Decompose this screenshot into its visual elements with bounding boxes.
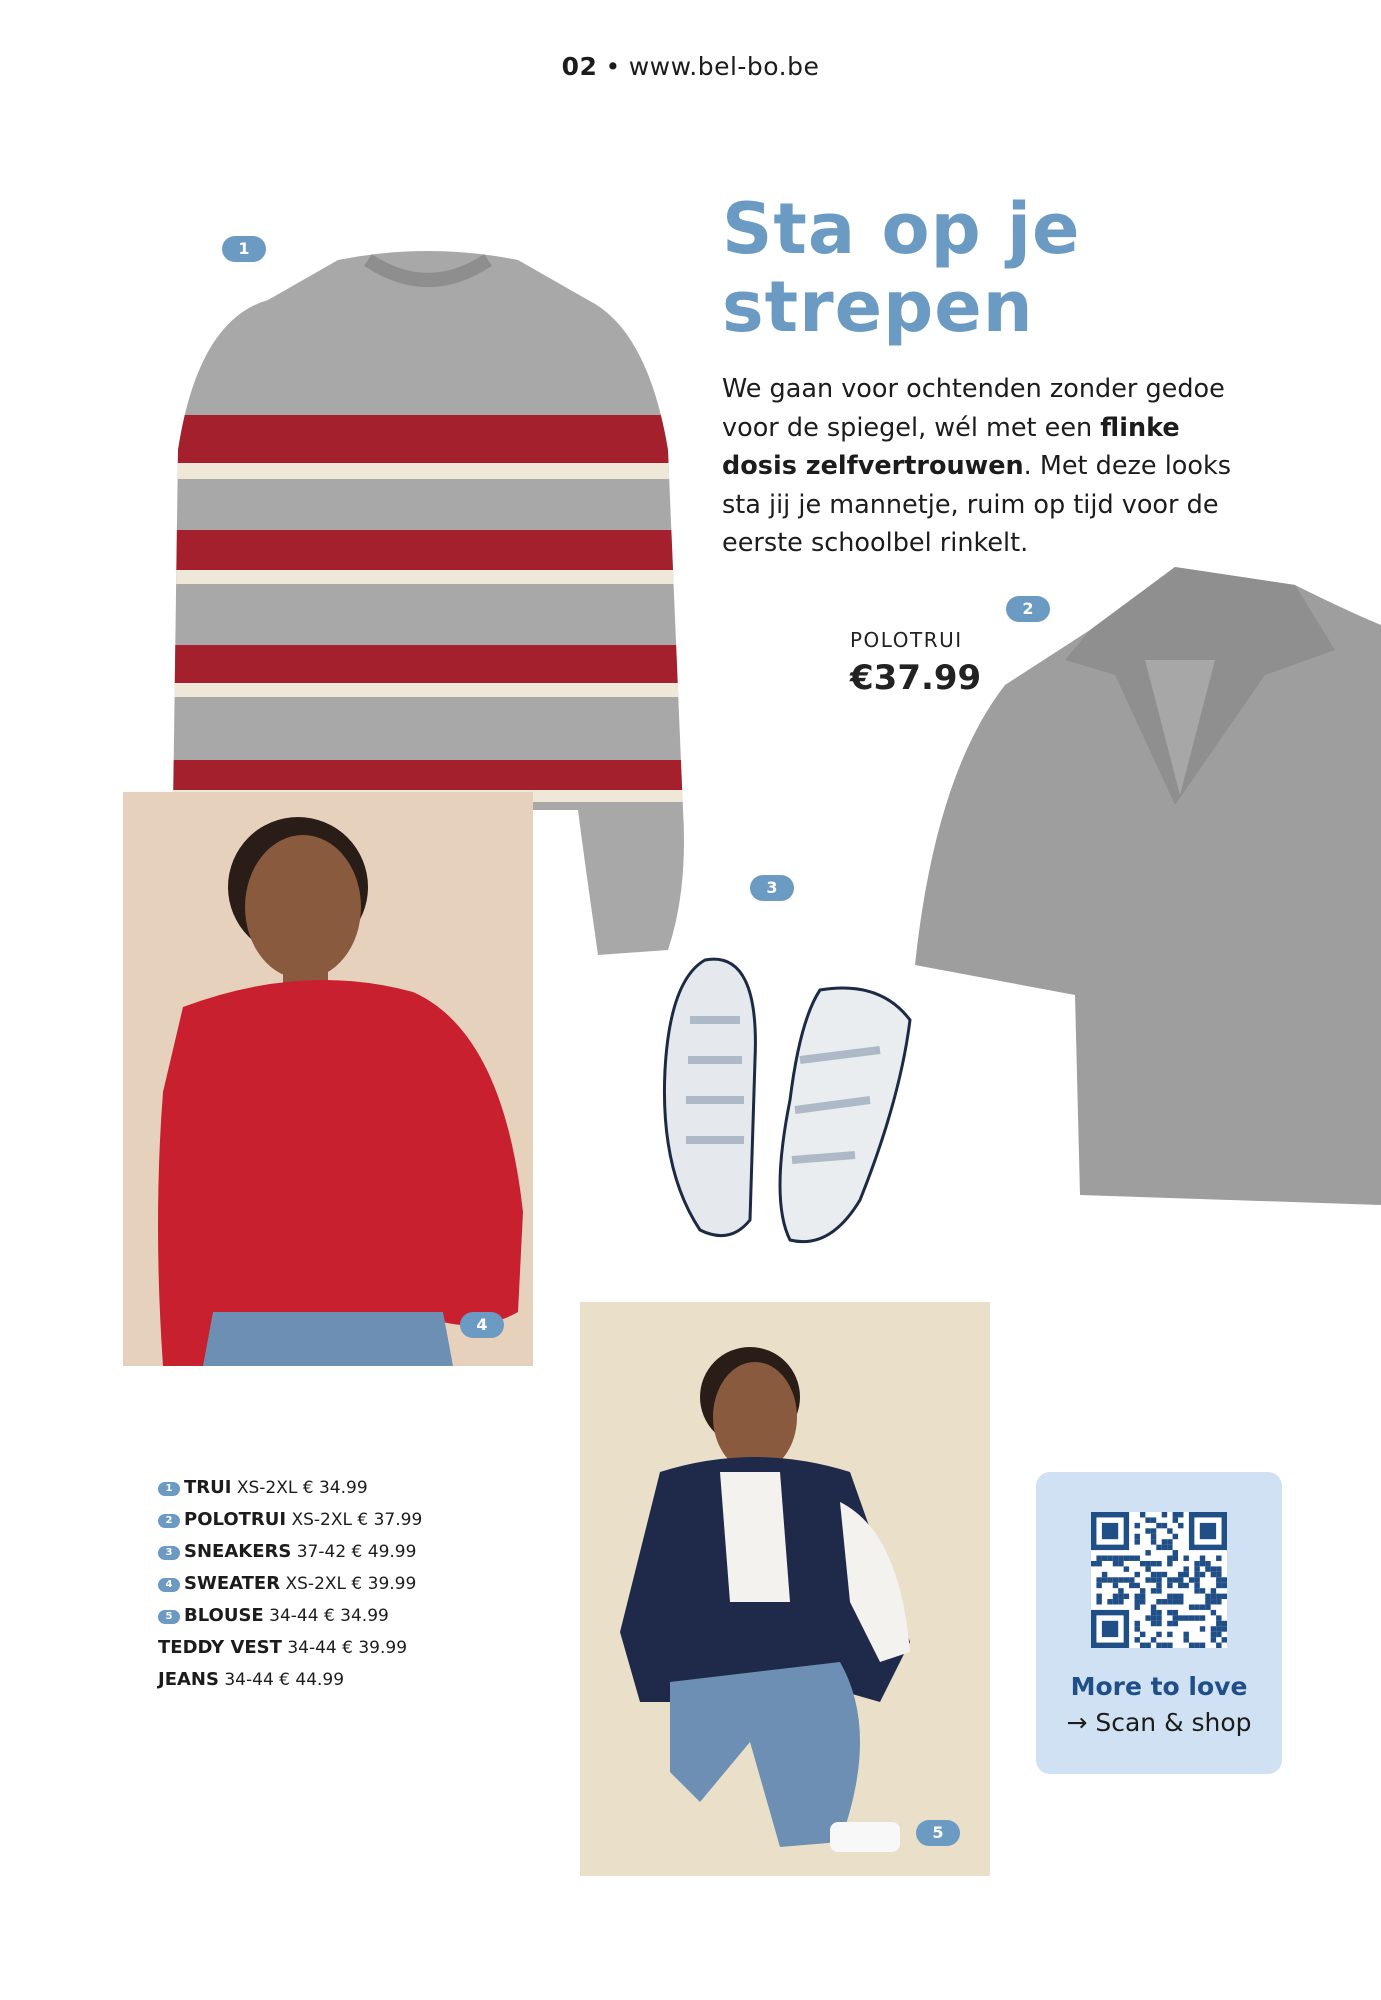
list-item xyxy=(158,1632,422,1664)
product-details: XS-2XL € 39.99 xyxy=(285,1574,417,1594)
product-name: BLOUSE xyxy=(184,1605,264,1626)
product-details: 34-44 € 34.99 xyxy=(269,1606,389,1626)
product-name: SWEATER xyxy=(184,1573,281,1594)
badge-3: 3 xyxy=(750,875,794,901)
list-item xyxy=(158,1504,422,1536)
title-line-2: strepen xyxy=(722,266,1034,348)
list-item xyxy=(158,1600,422,1632)
product-details: 34-44 € 39.99 xyxy=(287,1638,408,1658)
product-details: XS-2XL € 37.99 xyxy=(291,1510,423,1530)
qr-title: More to love xyxy=(1070,1672,1248,1701)
list-badge: 5 xyxy=(158,1610,180,1624)
list-badge: 3 xyxy=(158,1546,180,1560)
red-sweater-photo[interactable] xyxy=(123,792,533,1366)
page-title xyxy=(722,190,1282,346)
intro-text-1: We gaan voor ochtenden zonder gedoe voor de spiegel, wél met een xyxy=(722,374,1225,443)
intro-paragraph xyxy=(722,370,1262,563)
list-item xyxy=(158,1664,422,1696)
product-details: 37-42 € 49.99 xyxy=(296,1542,417,1562)
qr-code-icon[interactable] xyxy=(1091,1512,1227,1648)
intro-text-2: . Met deze looks sta jij je mannetje, ruim op tijd voor de eerste schoolbel rinkelt. xyxy=(722,451,1232,558)
qr-subtitle-text: Scan & shop xyxy=(1095,1708,1252,1737)
list-badge: 2 xyxy=(158,1514,180,1528)
price-tag-value: €37.99 xyxy=(850,658,982,698)
list-item xyxy=(158,1536,422,1568)
list-badge: 4 xyxy=(158,1578,180,1592)
list-badge: 1 xyxy=(158,1482,180,1496)
badge-1: 1 xyxy=(222,236,266,262)
title-line-1: Sta op je xyxy=(722,188,1081,270)
qr-subtitle[interactable] xyxy=(1036,1708,1282,1737)
product-details: XS-2XL € 34.99 xyxy=(236,1478,368,1498)
blouse-teddy-photo[interactable] xyxy=(580,1302,990,1876)
arrow-right-icon: → xyxy=(1066,1708,1088,1737)
sneakers-image[interactable] xyxy=(620,940,920,1260)
polo-sweater-image[interactable] xyxy=(915,565,1381,1205)
header-separator: • xyxy=(605,52,621,81)
badge-4: 4 xyxy=(460,1312,504,1338)
product-name: TRUI xyxy=(184,1477,232,1498)
badge-5: 5 xyxy=(916,1820,960,1846)
product-details: 34-44 € 44.99 xyxy=(224,1670,345,1690)
page-number: 02 xyxy=(561,52,598,81)
list-item xyxy=(158,1472,422,1504)
list-item xyxy=(158,1568,422,1600)
product-name: POLOTRUI xyxy=(184,1509,287,1530)
product-name: SNEAKERS xyxy=(184,1541,292,1562)
price-tag-label: POLOTRUI xyxy=(850,628,963,652)
website-link[interactable]: www.bel-bo.be xyxy=(628,52,820,81)
qr-card[interactable] xyxy=(1036,1472,1282,1774)
product-name: TEDDY VEST xyxy=(158,1637,282,1658)
page-header xyxy=(0,52,1381,81)
product-list xyxy=(158,1472,422,1696)
badge-2: 2 xyxy=(1006,596,1050,622)
product-name: JEANS xyxy=(158,1669,219,1690)
intro-bold: flinke dosis zelfvertrouwen xyxy=(722,412,1180,481)
